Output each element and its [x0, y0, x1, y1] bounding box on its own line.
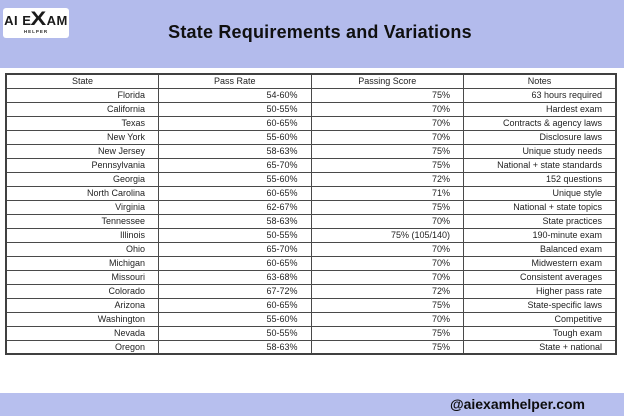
cell-passing-score: 75% (105/140) [311, 228, 464, 242]
cell-state: Illinois [6, 228, 159, 242]
cell-pass-rate: 58-63% [159, 214, 312, 228]
cell-notes: Consistent averages [464, 270, 617, 284]
cell-state: North Carolina [6, 186, 159, 200]
table-row [6, 88, 616, 102]
cell-passing-score: 70% [311, 242, 464, 256]
cell-state: Ohio [6, 242, 159, 256]
table-row [6, 270, 616, 284]
cell-notes: National + state standards [464, 158, 617, 172]
cell-passing-score: 75% [311, 88, 464, 102]
cell-notes: State practices [464, 214, 617, 228]
cell-pass-rate: 50-55% [159, 102, 312, 116]
cell-passing-score: 75% [311, 340, 464, 354]
table-row [6, 228, 616, 242]
logo-x-glyph: X [30, 9, 48, 30]
cell-notes: Unique style [464, 186, 617, 200]
cell-passing-score: 70% [311, 312, 464, 326]
logo-text-post: AM [46, 12, 68, 28]
table-row [6, 158, 616, 172]
cell-passing-score: 70% [311, 130, 464, 144]
logo-subtitle: HELPER [23, 29, 49, 34]
cell-pass-rate: 54-60% [159, 88, 312, 102]
cell-state: Tennessee [6, 214, 159, 228]
cell-pass-rate: 60-65% [159, 186, 312, 200]
cell-state: Missouri [6, 270, 159, 284]
cell-pass-rate: 58-63% [159, 144, 312, 158]
cell-passing-score: 70% [311, 214, 464, 228]
cell-notes: State-specific laws [464, 298, 617, 312]
cell-pass-rate: 65-70% [159, 242, 312, 256]
column-header-pass-rate: Pass Rate [159, 74, 312, 88]
table-row [6, 312, 616, 326]
table-row [6, 340, 616, 354]
cell-state: Georgia [6, 172, 159, 186]
cell-passing-score: 75% [311, 144, 464, 158]
cell-state: Virginia [6, 200, 159, 214]
cell-pass-rate: 55-60% [159, 172, 312, 186]
cell-passing-score: 70% [311, 116, 464, 130]
table-header-row [6, 74, 616, 88]
header-band [0, 0, 624, 68]
footer-band [0, 393, 624, 416]
cell-passing-score: 71% [311, 186, 464, 200]
cell-state: Colorado [6, 284, 159, 298]
cell-notes: State + national [464, 340, 617, 354]
cell-pass-rate: 62-67% [159, 200, 312, 214]
cell-notes: Tough exam [464, 326, 617, 340]
cell-notes: Midwestern exam [464, 256, 617, 270]
cell-pass-rate: 58-63% [159, 340, 312, 354]
cell-state: Arizona [6, 298, 159, 312]
footer-website-handle: @aiexamhelper.com [449, 396, 585, 412]
table-row [6, 144, 616, 158]
cell-pass-rate: 65-70% [159, 158, 312, 172]
cell-passing-score: 72% [311, 172, 464, 186]
cell-passing-score: 75% [311, 200, 464, 214]
cell-notes: National + state topics [464, 200, 617, 214]
cell-pass-rate: 67-72% [159, 284, 312, 298]
cell-state: Oregon [6, 340, 159, 354]
cell-state: Texas [6, 116, 159, 130]
table-row [6, 116, 616, 130]
table-body [6, 88, 616, 354]
table-row [6, 256, 616, 270]
cell-state: Pennsylvania [6, 158, 159, 172]
cell-passing-score: 72% [311, 284, 464, 298]
cell-notes: 63 hours required [464, 88, 617, 102]
cell-notes: 152 questions [464, 172, 617, 186]
cell-pass-rate: 60-65% [159, 116, 312, 130]
table-header [6, 74, 616, 88]
cell-passing-score: 75% [311, 326, 464, 340]
table-row [6, 298, 616, 312]
cell-passing-score: 70% [311, 270, 464, 284]
cell-pass-rate: 63-68% [159, 270, 312, 284]
cell-pass-rate: 55-60% [159, 130, 312, 144]
cell-state: Michigan [6, 256, 159, 270]
state-requirements-table [5, 73, 617, 355]
cell-passing-score: 70% [311, 256, 464, 270]
table-row [6, 186, 616, 200]
page-title: State Requirements and Variations [168, 22, 472, 42]
column-header-notes: Notes [464, 74, 617, 88]
cell-pass-rate: 50-55% [159, 326, 312, 340]
cell-notes: Balanced exam [464, 242, 617, 256]
logo-text-pre: AI E [4, 12, 32, 28]
cell-notes: Competitive [464, 312, 617, 326]
table-row [6, 172, 616, 186]
table-row [6, 284, 616, 298]
cell-notes: Higher pass rate [464, 284, 617, 298]
column-header-passing-score: Passing Score [311, 74, 464, 88]
cell-state: Florida [6, 88, 159, 102]
cell-notes: Unique study needs [464, 144, 617, 158]
cell-notes: 190-minute exam [464, 228, 617, 242]
table-row [6, 214, 616, 228]
cell-notes: Contracts & agency laws [464, 116, 617, 130]
table-row [6, 326, 616, 340]
cell-notes: Hardest exam [464, 102, 617, 116]
cell-pass-rate: 60-65% [159, 256, 312, 270]
cell-pass-rate: 55-60% [159, 312, 312, 326]
cell-state: Washington [6, 312, 159, 326]
table-row [6, 130, 616, 144]
cell-state: California [6, 102, 159, 116]
cell-pass-rate: 50-55% [159, 228, 312, 242]
table-row [6, 200, 616, 214]
table-row [6, 242, 616, 256]
column-header-state: State [6, 74, 159, 88]
cell-state: New York [6, 130, 159, 144]
cell-notes: Disclosure laws [464, 130, 617, 144]
table-row [6, 102, 616, 116]
state-requirements-table-container [5, 73, 617, 355]
cell-passing-score: 75% [311, 298, 464, 312]
cell-passing-score: 70% [311, 102, 464, 116]
cell-pass-rate: 60-65% [159, 298, 312, 312]
cell-state: New Jersey [6, 144, 159, 158]
cell-passing-score: 75% [311, 158, 464, 172]
cell-state: Nevada [6, 326, 159, 340]
